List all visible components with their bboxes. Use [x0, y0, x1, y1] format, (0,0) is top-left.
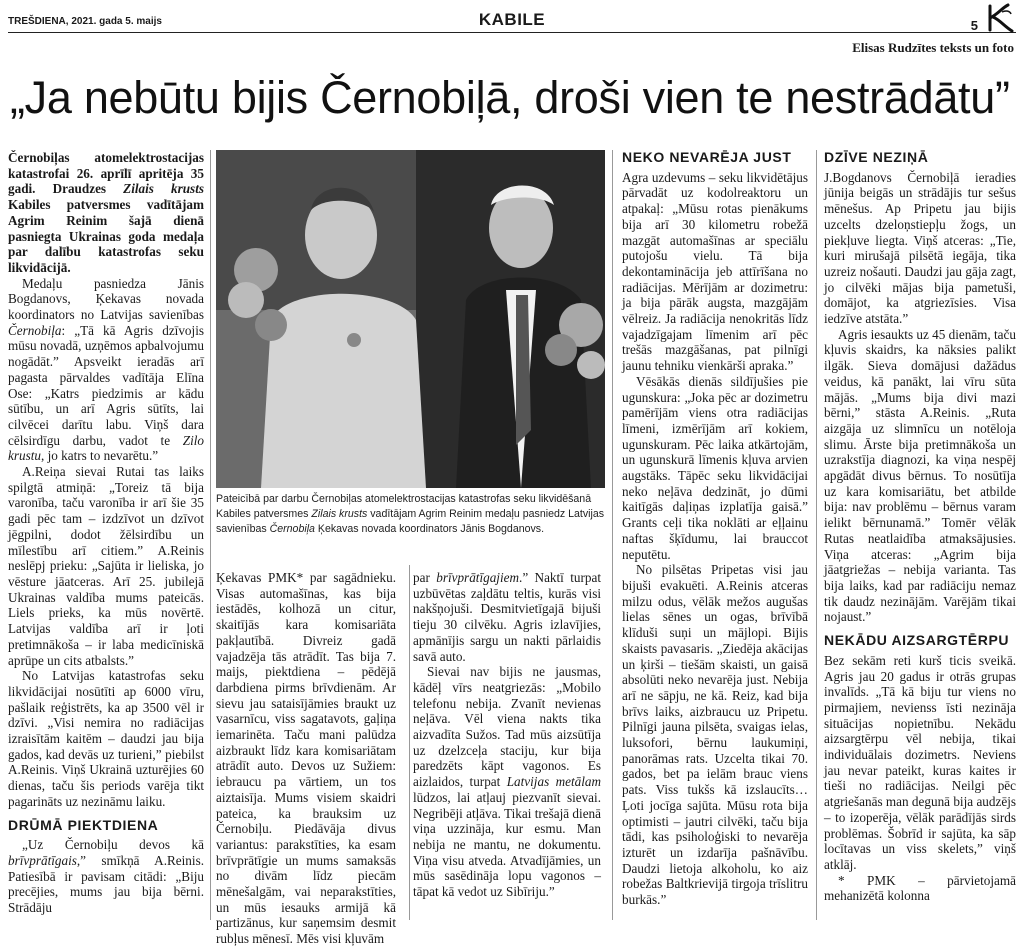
paragraph: Ķekavas PMK* par sagādnieku. Visas automašīnas, kas bija iestādēs, kolhozā un citur, skaitījās kara komisariāta pakļautībā. Divreiz gadā vajadzēja tās atrādīt. Tas bija 7. maijs, piektdiena – pēdējā darbdiena pirms brīvdienām. Ar sievu jau sataisījāmies braukt uz vasarnīcu, viss sagatavots, gaļiņa iemarinēta. Taču mani palūdza aizbraukt līdz kara komisariātam atrādīt auto. Devos uz Sužiem: iebraucu pa vārtiem, un tos aiztaisīja. Mums visiem skaidri pateica, ka brauksim uz Černobiļu. Piedāvāja divus variantus: parakstīties, ka esam brīvprātīgie un mums samaksās no divām līdz piecām mēnešalgām, vai neparakstīties, un mūs iesauks armijā kā partizānus, kur saņemsim desmit rubļus mēnesī. Mēs visi kļuvām [216, 570, 396, 947]
paragraph: Bez sekām reti kurš ticis sveikā. Agris jau 20 gadus ir otrās grupas invalīds. „Tā kā biju tur viens no pirmajiem, nevienss īsti nezināja situācijas nopietnību. Nekādu aizsargtērpu vēl nebija, tikai individuālais dozimetrs. Neviens jau nevar pateikt, kuras kaites ir tieši no radiācijas. Neilgi pēc atgriešanās man degunā bija audzējs – to izoperēja, vēlāk parādījās sirds problēmas. Šobrīd ir sajūta, ka sāp locītavas un viss skelets,” viņš atklāj. [824, 652, 1016, 872]
paragraph: J.Bogdanovs Černobiļā ieradies jūnija beigās un strādājis tur sešus mēnešus. Ap Pripetu jau bijis uzcelts dzeloņstiepļu žogs, un piekļuve liegta. Viņš atceras: „Tie, kuri mirušajā pilsētā iegāja, tika uzreiz nošauti. Daudzi jau gāja zagt, jo cilvēki mājas bija pametuši, domājot, ka atgriezīsies. Visa iedzīve atstāta.” [824, 169, 1016, 327]
footnote: * PMK – pārvietojamā mehanizētā kolonna [824, 872, 1016, 904]
article-column-3 [413, 570, 601, 900]
paragraph: A.Reiņa sievai Rutai tas laiks spilgtā atmiņā: „Toreiz tā bija varonība, taču varonība ir arī šie 35 gadi pēc tam – izdzīvot un dzīvot jēgpilni, dodot žēlsirdību un mīlestību arī citiem.” A.Reinis neslēpj prieku: „Sajūta ir lieliska, jo vēsture jāatceras. Arī 25. jubilejā Ukrainas valdība mums pateicās. Liels prieks, ka mūs novērtē. Latvijas valdība arī ir ļoti pretimnākoša – ir laba medicīniskā aprūpe un cits atbalsts.” [8, 464, 204, 668]
paragraph: par brīvprātīgajiem.” Naktī turpat uzbūvētas zaļdātu teltis, kurās visi nakšņojuši. Desmitvietīgajā bijuši tieju 30 cilvēku. Agris izlavījies, apmānījis sargu un nakti pārlaidis savā auto. [413, 570, 601, 664]
lead-paragraph: Černobiļas atomelektrostacijas katastrofai 26. aprīlī apritēja 35 gadi. Draudzes Zilais krusts Kabiles patversmes vadītājam Agrim Reinim šajā dienā pasniegta Ukrainas goda medaļa par dalību katastrofas seku likvidācijā. [8, 150, 204, 275]
paragraph: Medaļu pasniedza Jānis Bogdanovs, Ķekavas novada koordinators no Latvijas savienības Černobiļa: „Tā kā Agris dzīvojis mūsu novadā, uzņēmos apbalvojumu nogādāt.” Apsveikt ieradās arī pagasta pārvaldes vadītāja Elīna Ose: „Katrs piedzimis ar kādu sūtību, un arī Agris sūtīts, lai cilvēcei darītu labu. Viņš dara cēlsirdīgu darbu, vadot te Zilo krustu, jo katrs to nevarētu.” [8, 275, 204, 464]
article-column-2 [216, 570, 396, 947]
article-column-5 [824, 150, 1016, 904]
subheading-druma-piektdiena: DRŪMĀ PIEKTDIENA [8, 816, 159, 833]
paragraph: No Latvijas katastrofas seku likvidācijai nosūtīti ap 6000 vīru, pašlaik reģistrēts, ka ap 3500 vēl ir dzīvi. „Visi nemira no radiācijas izraisītām kaitēm – daudzi jau bija gados, kad devās uz turieni,” piebilst A.Reinis. Viņš Ukrainā uzturējies 60 dienas, taču šis periods varēja tikt pagarināts uz nezināmu laiku. [8, 668, 204, 809]
subheading-nekadu-aizsargterpu: NEKĀDU AIZSARGTĒRPU [824, 632, 1010, 649]
paragraph: Agra uzdevums – seku likvidētājus pārvadāt uz kodolreaktoru un atpakaļ: „Mūsu rotas pienākums bija arī 30 kilometru robežā mazgāt automašīnas ar speciālu putojošu vielu. Tā bija dekontaminācija jeb attīrīšana no radiācijas. Mērījām ar dozimetru: ja bija pārāk augsta, mazgājām vēlreiz. Ja radiācija nenokritās līdz vajadzīgajam līmenim arī pēc trešās mazgāšanas, pat pilnīgi jaunu tehniku vienkārši apraka.” [622, 169, 808, 374]
photo-caption: Pateicībā par darbu Černobiļas atomelektrostacijas katastrofas seku likvidēšanā Kabiles patversmes Zilais krusts vadītājam Agrim Reinim medaļu pasniedz Latvijas savienības Černobiļa Ķekavas novada koordinators Jānis Bogdanovs. [216, 493, 605, 535]
article-column-1 [8, 150, 204, 916]
paragraph: „Uz Černobiļu devos kā brīvprātīgais,” smīkņā A.Reinis. Patiesībā ir pavisam citādi: „Biju precējies, mums jau bija bērni. Strādāju [8, 837, 204, 916]
byline: Elisas Rudzītes teksts un foto [852, 40, 1014, 55]
subheading-neko-nevareja-just: NEKO NEVARĒJA JUST [622, 149, 792, 165]
paragraph: No pilsētas Pripetas visi jau bijuši evakuēti. A.Reinis atceras milzu odus, vēlāk mežos augušas lielas sēnes un ogas, brīvībā klīduši suņi un mājlopi. Bijis skaists pavasaris. „Ziedēja akācijas un ķirši – tiešām skaisti, un gaisā absolūti neko nevarēja just. Nebija arī ne sāpju, ne kā. Reiz, kad bija brīvs laiks, aizbraucu uz Pripetu. Pilnīgi jauna pilsēta, svaigas ielas, luksofori, bērnu laukumiņi, panorāmas rats. Uzcelta tikai 70. gados, bet pa ielām brauc viens pats. Viss tukšs kā izslaucīts… Ļoti jocīga sajūta. Mūsu rota bija optimisti – jautri cilvēki, taču bija tādi, kas psiholoģiski to nevarēja izturēt un izdarīja pašnāvību. Daudzi lietoja alkoholu, ko aiz robežas Baltkrievijā tirgoja trīslitru burkās.” [622, 562, 808, 908]
page-header [8, 6, 1016, 33]
photo-two-men-with-flowers-icon [216, 150, 605, 488]
paragraph: Sievai nav bijis ne jausmas, kādēļ vīrs neatgriezās: „Mobilo telefonu nebija. Zvanīt nevienas neļāva. Vēl viena nakts tika aizvadīta Sužos. Tad mūs aizsūtīja uz dzelzceļa staciju, kur bija paredzēts kāpt vagonos. Es aizlaidos, turpat Latvijas metālam lūdzos, lai atļauj piezvanīt sievai. Negribēji atļāva. Tikai trešajā dienā viņa uzzināja, kur esmu. Man nebija ne mantu, ne dokumentu. Viņa visu atveda. Atvadījāmies, un mūs sasēdināja lopu vagonos – tāpat kā vedot uz Sibīriju.” [413, 664, 601, 900]
kabile-logo-icon [984, 2, 1016, 34]
paragraph: Vēsākās dienās sildījušies pie ugunskura: „Joka pēc ar dozimetru pamērījām viens otra radiācijas līmeni, izmērījām arī kokiem, ugunskuram. Pēc laika atkārtojām, un ugunskurā līmenis kļuva arvien augstāks. Tāpēc seku likvidācijai neko neļāva dedzināt, jo dūmi kaitīgās daļiņas izplatīja gaisā.” Grants ceļi tika noklāti ar eļļainu naftas šķīdumu, lai brauccot neputētu. [622, 373, 808, 562]
article-title: „Ja nebūtu bijis Černobiļā, droši vien te nestrādātu” [10, 72, 1010, 123]
paragraph: Agris iesaukts uz 45 dienām, taču kļuvis skaidrs, ka nāksies palikt ilgāk. Sieva domājusi dažādus veidus, kā panākt, lai vīru sūta mājās. „Mums bija divi mazi bērni,” stāsta A.Reinis. „Ruta aizgāja uz slimnīcu un notēloja slimu. Ārste bija pretimnākoša un uzrakstīja diagnozi, ka viņa nespēj apgādāt divus bērnus. To nosūtīja uz kara komisariātu, bet atbilde bija: nav problēmu – bērnus varam ielikt bērnunamā.” Tomēr vēlāk Rutas neatlaidība atmaksājusies. Viņa atceras: „Agrim bija jāatgriežas – nebija varianta. Tas bija laiks, kad par radiāciju nemaz tik daudz nezinājām. Varējām tikai nojaust.” [824, 326, 1016, 625]
article-column-4 [622, 150, 808, 908]
issue-date: TREŠDIENA, 2021. gada 5. maijs [8, 16, 162, 27]
section-name: KABILE [478, 10, 546, 29]
article-photo [216, 150, 605, 488]
subheading-dzive-nezina: DZĪVE NEZIŅĀ [824, 149, 929, 165]
page-number: 5 [970, 18, 978, 33]
